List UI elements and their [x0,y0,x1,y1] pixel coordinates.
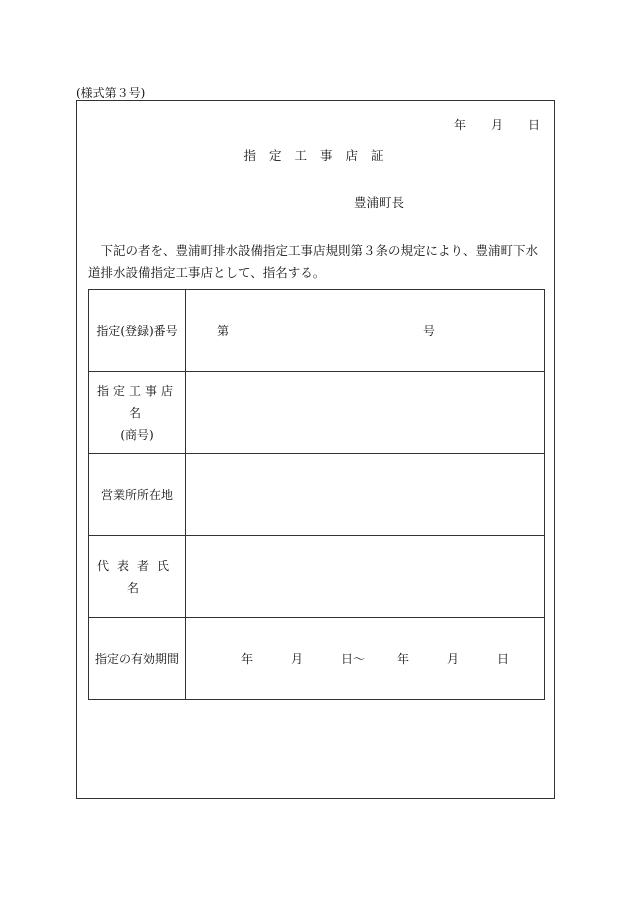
table-row [89,372,545,454]
shop-name-sub: (商号) [120,427,154,442]
table-row [89,618,545,700]
form-number: (様式第３号) [76,86,146,100]
certificate-title: 指定工事店証 [243,148,397,163]
registration-value[interactable] [186,290,545,372]
registration-prefix: 第 [217,324,230,338]
shop-name-label: 指定工事店名 (商号) [89,372,186,454]
representative-label: 代表者氏名 [89,536,186,618]
table-row [89,290,545,372]
from-day: 日〜 [341,652,366,666]
date-year: 年 [454,118,467,132]
issue-date [454,116,540,133]
body-text: 下記の者を、豊浦町排水設備指定工事店規則第３条の規定により、豊浦町下水道排水設備指定工事店として、指名する。 [88,243,539,280]
table-row [89,536,545,618]
registration-label: 指定(登録)番号 [89,290,186,372]
to-month: 月 [446,652,459,666]
period-value[interactable] [186,618,545,700]
representative-value[interactable] [186,536,545,618]
certificate-table [88,289,545,700]
shop-name-value[interactable] [186,372,545,454]
table-row [89,454,545,536]
date-month: 月 [490,118,503,132]
address-value[interactable] [186,454,545,536]
registration-suffix: 号 [422,324,435,338]
date-day: 日 [527,118,540,132]
address-label: 営業所所在地 [89,454,186,536]
from-month: 月 [291,652,304,666]
period-label: 指定の有効期間 [89,618,186,700]
from-year: 年 [241,652,254,666]
to-day: 日 [496,652,509,666]
issuer: 豊浦町長 [354,195,405,210]
to-year: 年 [396,652,409,666]
